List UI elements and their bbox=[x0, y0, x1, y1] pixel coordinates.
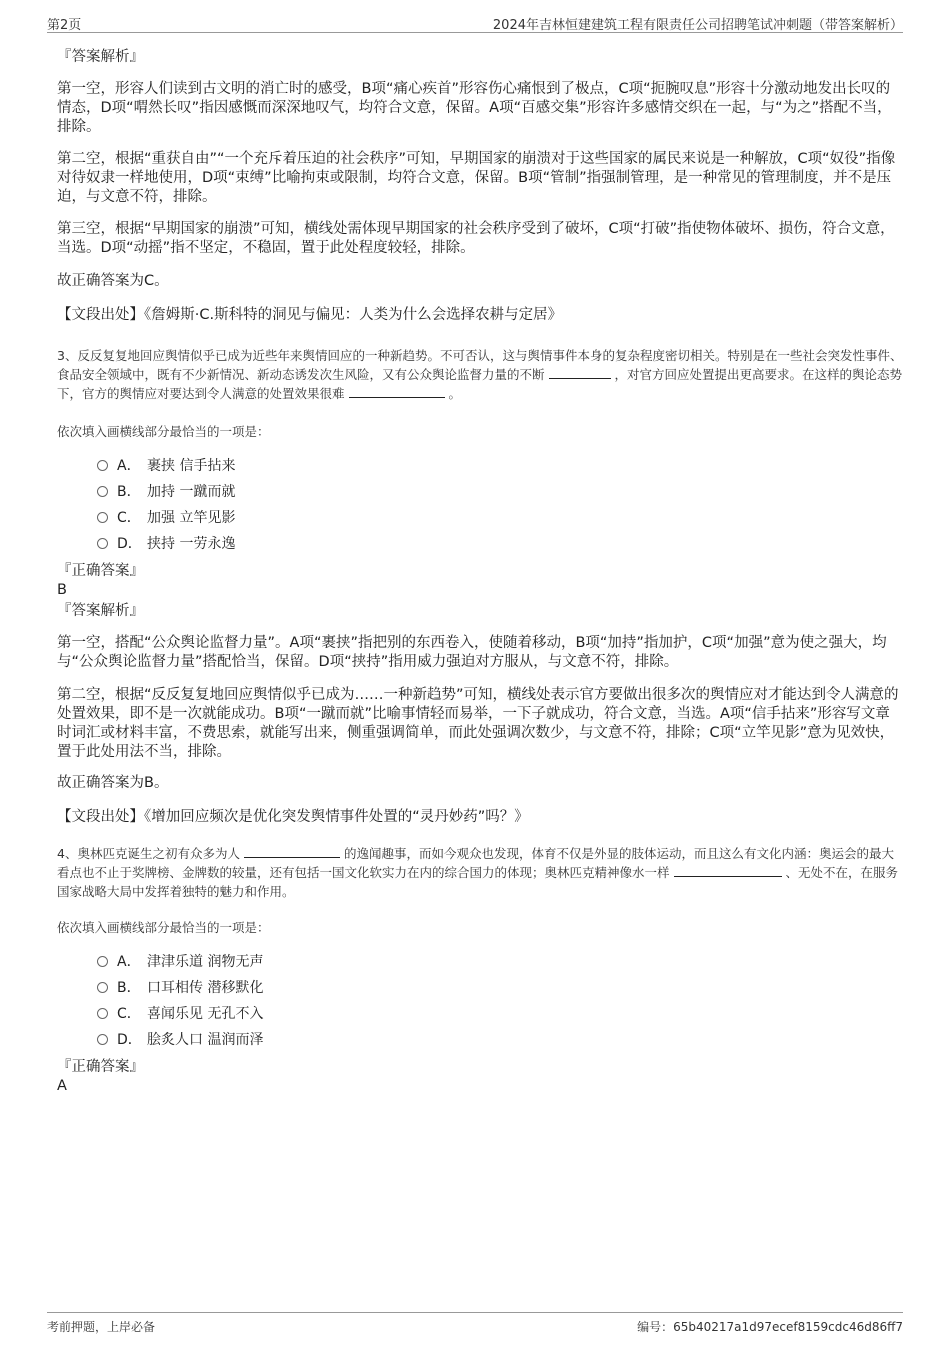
answer-conclusion: 故正确答案为C。 bbox=[57, 273, 169, 289]
analysis-label: 『答案解析』 bbox=[57, 603, 144, 619]
page-footer bbox=[47, 1312, 903, 1335]
radio-icon[interactable] bbox=[97, 486, 108, 497]
radio-icon[interactable] bbox=[97, 982, 108, 993]
q4-option-b[interactable]: B． 口耳相传 潜移默化 bbox=[97, 978, 263, 998]
analysis-paragraph-2: 第二空，根据“重获自由”“一个充斥着压迫的社会秩序”可知，早期国家的崩溃对于这些国家的属民来说是一种解放，C项“奴役”指像对待奴隶一样地使用，D项“束缚”比喻拘束或限制，均符合文意，保留。B项“管制”指强制管理，是一种常见的管理制度，并不是压迫，与文意不符，排除。 bbox=[57, 151, 896, 205]
answer-conclusion: 故正确答案为B。 bbox=[57, 775, 169, 791]
question-4-prompt: 依次填入画横线部分最恰当的一项是： bbox=[57, 920, 270, 935]
analysis-paragraph-2: 第二空，根据“反反复复地回应舆情似乎已成为……一种新趋势”可知，横线处表示官方要做出很多次的舆情应对才能达到令人满意的处置效果，即不是一次就能成功。B项“一蹴而就”比喻事情轻而易举，一下子就成功，符合文意，当选。A项“信手拈来”形容写文章时词汇或材料丰富，不费思索，就能写出来，侧重强调简单，而此处强调次数少，与文意不符，排除；C项“立竿见影”意为见效快，置于此处用法不当，排除。 bbox=[57, 687, 899, 760]
analysis-paragraph-1: 第一空，形容人们读到古文明的消亡时的感受，B项“痛心疾首”形容伤心痛恨到了极点，C项“扼腕叹息”形容十分激动地发出长叹的情态，D项“喟然长叹”指因感慨而深深地叹气，均符合文意，保留。A项“百感交集”形容许多感情交织在一起，与“为之”搭配不当，排除。 bbox=[57, 81, 892, 135]
radio-icon[interactable] bbox=[97, 1008, 108, 1019]
q3-option-b[interactable]: B． 加持 一蹴而就 bbox=[97, 482, 235, 502]
blank-2 bbox=[674, 864, 782, 877]
q4-option-a[interactable]: A． 津津乐道 润物无声 bbox=[97, 952, 263, 972]
q4-option-c[interactable]: C． 喜闻乐见 无孔不入 bbox=[97, 1004, 263, 1024]
radio-icon[interactable] bbox=[97, 1034, 108, 1045]
question-3-prompt: 依次填入画横线部分最恰当的一项是： bbox=[57, 424, 270, 439]
q3-option-c[interactable]: C． 加强 立竿见影 bbox=[97, 508, 235, 528]
radio-icon[interactable] bbox=[97, 512, 108, 523]
correct-answer-value: A bbox=[57, 1078, 67, 1094]
blank-2 bbox=[349, 385, 445, 398]
document-id: 编号：65b40217a1d97ecef8159cdc46d86ff7 bbox=[637, 1320, 903, 1334]
q3-option-a[interactable]: A． 裹挟 信手拈来 bbox=[97, 456, 235, 476]
analysis-label: 『答案解析』 bbox=[57, 49, 144, 65]
blank-1 bbox=[549, 366, 611, 379]
source-citation: 【文段出处】《增加回应频次是优化突发舆情事件处置的“灵丹妙药”吗？》 bbox=[57, 809, 529, 825]
analysis-paragraph-1: 第一空，搭配“公众舆论监督力量”。A项“裹挟”指把别的东西卷入，使随着移动，B项“加持”指加护，C项“加强”意为使之强大，均与“公众舆论监督力量”搭配恰当，保留。D项“挟持”指用威力强迫对方服从，与文意不符，排除。 bbox=[57, 635, 887, 670]
radio-icon[interactable] bbox=[97, 460, 108, 471]
correct-answer-label: 『正确答案』 bbox=[57, 1059, 144, 1075]
page-number: 第2页 bbox=[47, 18, 82, 33]
correct-answer-value: B bbox=[57, 582, 67, 598]
correct-answer-label: 『正确答案』 bbox=[57, 563, 144, 579]
page-header bbox=[47, 12, 903, 33]
document-title: 2024年吉林恒建建筑工程有限责任公司招聘笔试冲刺题（带答案解析） bbox=[492, 18, 903, 33]
analysis-paragraph-3: 第三空，根据“早期国家的崩溃”可知，横线处需体现早期国家的社会秩序受到了破坏，C项“打破”指使物体破坏、损伤，符合文意，当选。D项“动摇”指不坚定，不稳固，置于此处程度较轻，排除。 bbox=[57, 221, 895, 256]
question-3-stem: 3、反反复复地回应舆情似乎已成为近些年来舆情回应的一种新趋势。不可否认，这与舆情事件本身的复杂程度密切相关。特别是在一些社会突发性事件、食品安全领域中，既有不少新情况、新动态诱发次生风险，又有公众舆论监督力量的不断 ，对官方回应处置提出更高要求。在这样的舆论态势下，官方的舆情应对要达到令人满意的处置效果很难 。 bbox=[57, 348, 903, 401]
q4-option-d[interactable]: D． 脍炙人口 温润而泽 bbox=[97, 1030, 263, 1050]
source-citation: 【文段出处】《詹姆斯·C.斯科特的洞见与偏见：人类为什么会选择农耕与定居》 bbox=[57, 307, 563, 323]
radio-icon[interactable] bbox=[97, 538, 108, 549]
q3-option-d[interactable]: D． 挟持 一劳永逸 bbox=[97, 534, 235, 554]
question-4-stem: 4、奥林匹克诞生之初有众多为人 的逸闻趣事，而如今观众也发现，体育不仅是外显的肢体运动，而且这么有文化内涵：奥运会的最大看点也不止于奖牌榜、金牌数的较量，还有包括一国文化软实力在内的综合国力的体现；奥林匹克精神像水一样 、无处不在，在服务国家战略大局中发挥着独特的魅力和作用。 bbox=[57, 846, 898, 899]
footer-slogan: 考前押题，上岸必备 bbox=[47, 1320, 156, 1334]
blank-1 bbox=[244, 845, 340, 858]
radio-icon[interactable] bbox=[97, 956, 108, 967]
